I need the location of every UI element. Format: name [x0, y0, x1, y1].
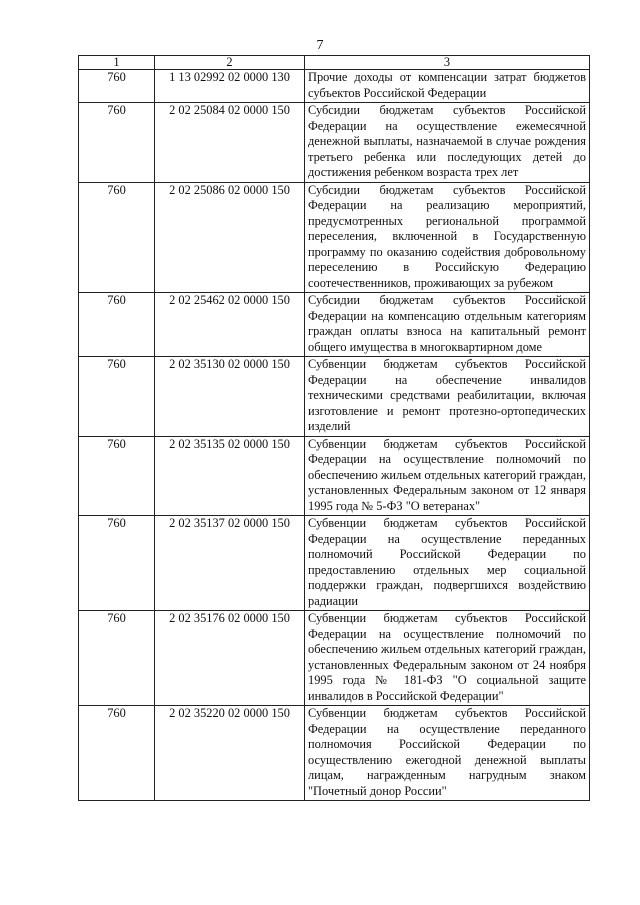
revenue-codes-table	[78, 55, 590, 801]
revenue-name-cell: Субсидии бюджетам субъектов Российской Федерации на реализацию мероприятий, предусмотренных региональной программой переселения, включенной в Государственную программу по оказанию содействия добровольному переселению в Российскую Федерацию соотечественников, проживающих за рубежом	[305, 182, 590, 293]
admin-code-cell: 760	[79, 293, 155, 357]
table-row	[79, 70, 590, 103]
revenue-name-cell: Субсидии бюджетам субъектов Российской Федерации на осуществление ежемесячной денежной выплаты, назначаемой в случае рождения третьего ребенка или последующих детей до достижения ребенком возраста трех лет	[305, 103, 590, 183]
table-row	[79, 611, 590, 706]
revenue-name-cell: Субвенции бюджетам субъектов Российской Федерации на осуществление полномочий по обеспечению жильем отдельных категорий граждан, установленных Федеральным законом от 24 ноября 1995 года № 181-ФЗ "О социальной защите инвалидов в Российской Федерации"	[305, 611, 590, 706]
revenue-name-cell: Субвенции бюджетам субъектов Российской Федерации на осуществление переданного полномочия Российской Федерации по осуществлению ежегодной денежной выплаты лицам, награжденным нагрудным знаком "Почетный донор России"	[305, 706, 590, 801]
revenue-name-cell: Субвенции бюджетам субъектов Российской Федерации на осуществление переданных полномочий Российской Федерации по предоставлению отдельных мер социальной поддержки граждан, подвергшихся воздействию радиации	[305, 516, 590, 611]
budget-code-cell: 2 02 35220 02 0000 150	[155, 706, 305, 801]
budget-code-cell: 2 02 35137 02 0000 150	[155, 516, 305, 611]
table-row	[79, 516, 590, 611]
table-row	[79, 436, 590, 516]
page-number: 7	[316, 38, 324, 53]
table-row	[79, 357, 590, 437]
admin-code-cell: 760	[79, 70, 155, 103]
revenue-name-cell: Субвенции бюджетам субъектов Российской Федерации на обеспечение инвалидов техническими средствами реабилитации, включая изготовление и ремонт протезно-ортопедических изделий	[305, 357, 590, 437]
admin-code-cell: 760	[79, 103, 155, 183]
revenue-name-cell: Прочие доходы от компенсации затрат бюджетов субъектов Российской Федерации	[305, 70, 590, 103]
admin-code-cell: 760	[79, 516, 155, 611]
revenue-name-cell: Субсидии бюджетам субъектов Российской Федерации на компенсацию отдельным категориям граждан оплаты взноса на капитальный ремонт общего имущества в многоквартирном доме	[305, 293, 590, 357]
budget-code-cell: 2 02 35176 02 0000 150	[155, 611, 305, 706]
admin-code-cell: 760	[79, 182, 155, 293]
budget-code-cell: 2 02 25462 02 0000 150	[155, 293, 305, 357]
budget-code-cell: 2 02 25086 02 0000 150	[155, 182, 305, 293]
table-row	[79, 293, 590, 357]
column-number-2: 2	[155, 56, 305, 70]
budget-code-cell: 2 02 35130 02 0000 150	[155, 357, 305, 437]
budget-code-cell: 2 02 35135 02 0000 150	[155, 436, 305, 516]
table-header-row	[79, 56, 590, 70]
table-row	[79, 103, 590, 183]
table-row	[79, 706, 590, 801]
column-number-1: 1	[79, 56, 155, 70]
admin-code-cell: 760	[79, 706, 155, 801]
admin-code-cell: 760	[79, 357, 155, 437]
admin-code-cell: 760	[79, 611, 155, 706]
budget-code-cell: 1 13 02992 02 0000 130	[155, 70, 305, 103]
revenue-name-cell: Субвенции бюджетам субъектов Российской Федерации на осуществление полномочий по обеспечению жильем отдельных категорий граждан, установленных Федеральным законом от 12 января 1995 года № 5-ФЗ "О ветеранах"	[305, 436, 590, 516]
column-number-3: 3	[305, 56, 590, 70]
budget-code-cell: 2 02 25084 02 0000 150	[155, 103, 305, 183]
admin-code-cell: 760	[79, 436, 155, 516]
table-row	[79, 182, 590, 293]
